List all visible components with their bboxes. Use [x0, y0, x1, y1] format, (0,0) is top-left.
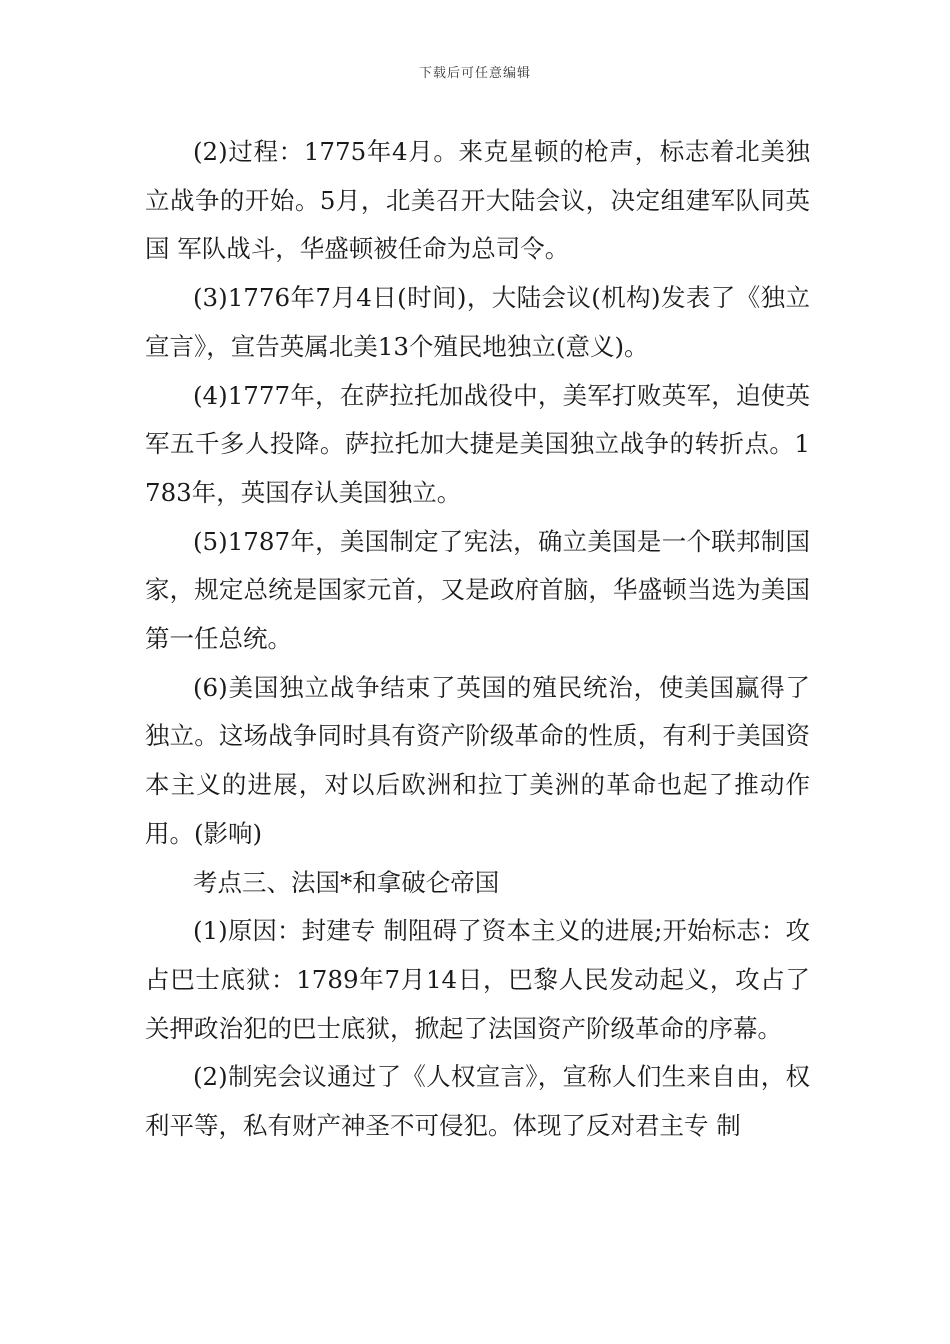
section-heading: 考点三、法国*和拿破仑帝国 — [193, 867, 500, 897]
paragraph-process: (2)过程：1775年4月。来克星顿的枪声，标志着北美独立战争的开始。5月，北美召开大陆会议，决定组建军队同英国 军队战斗，华盛顿被任命为总司令。 — [145, 137, 810, 264]
paragraph-declaration: (3)1776年7月4日(时间)，大陆会议(机构)发表了《独立宣言》，宣告英属北美13个殖民地独立(意义)。 — [145, 283, 810, 361]
paragraph-constitution: (5)1787年，美国制定了宪法，确立美国是一个联邦制国家，规定总统是国家元首，又是政府首脑，华盛顿当选为美国第一任总统。 — [145, 526, 810, 654]
document-body — [145, 128, 810, 1151]
paragraph-cause: (1)原因：封建专 制阻碍了资本主义的进展;开始标志：攻占巴士底狱：1789年7月14日，巴黎人民发动起义，攻占了关押政治犯的巴士底狱，掀起了法国资产阶级革命的序幕。 — [145, 916, 810, 1043]
paragraph-saratoga: (4)1777年，在萨拉托加战役中，美军打败英军，迫使英军五千多人投降。萨拉托加大捷是美国独立战争的转折点。1783年，英国存认美国独立。 — [145, 380, 810, 507]
paragraph-rights-declaration: (2)制宪会议通过了《人权宣言》，宣称人们生来自由，权利平等，私有财产神圣不可侵犯。体现了反对君主专 制 — [145, 1062, 810, 1141]
paragraph-influence: (6)美国独立战争结束了英国的殖民统治，使美国赢得了独立。这场战争同时具有资产阶级革命的性质，有利于美国资本主义的进展，对以后欧洲和拉丁美洲的革命也起了推动作用。(影响) — [145, 672, 810, 848]
page-header: 下载后可任意编辑 — [418, 66, 531, 81]
